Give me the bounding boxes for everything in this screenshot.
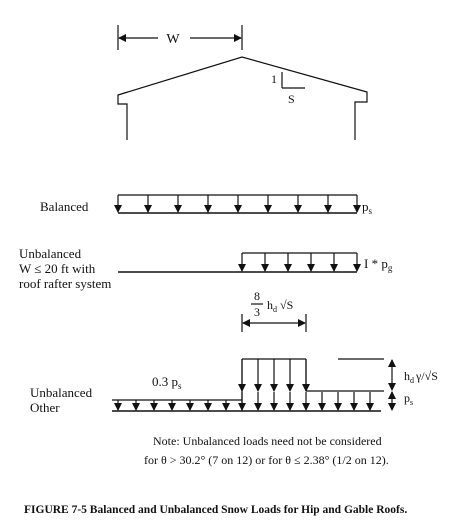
unbalanced-small-label-line3: roof rafter system [19, 276, 112, 291]
slope-run-label: S [288, 92, 295, 106]
unbalanced-other-label-line2: Other [30, 400, 60, 415]
dim-numerator: 8 [254, 289, 260, 303]
width-label: W [166, 32, 180, 47]
low-load-label: 0.3 $p_s$ [152, 374, 182, 391]
unbalanced-small-label-line1: Unbalanced [19, 246, 82, 261]
balanced-load-label: $p_s$ [362, 199, 373, 216]
unbalanced-small-section [19, 246, 393, 291]
balanced-load-arrows [118, 195, 357, 212]
slope-rise-label: 1 [271, 72, 277, 86]
unbalanced-small-arrows [242, 253, 357, 271]
unbalanced-other-label-line1: Unbalanced [30, 385, 93, 400]
dim-denominator: 3 [254, 305, 260, 319]
unbalanced-other-section [30, 289, 438, 415]
low-load-arrows [118, 400, 226, 410]
note-line1: Note: Unbalanced loads need not be considered [153, 434, 382, 448]
surcharge-label: $h_d$ γ/√S [404, 369, 438, 385]
base-load-arrows [242, 392, 370, 410]
dim-expression: $h_d$ √S [267, 298, 294, 314]
roof-section [118, 25, 367, 140]
unbalanced-small-load-label: I * $p_g$ [364, 256, 393, 273]
roof-outline [118, 57, 367, 140]
surcharge-arrows [242, 359, 306, 391]
base-load-label: $p_s$ [404, 391, 414, 407]
unbalanced-small-label-line2: W ≤ 20 ft with [19, 261, 96, 276]
balanced-load-section [40, 195, 373, 216]
note-line2: for θ > 30.2° (7 on 12) or for θ ≤ 2.38° (1/2 on 12). [144, 453, 389, 467]
balanced-label: Balanced [40, 199, 89, 214]
figure-caption: FIGURE 7-5 Balanced and Unbalanced Snow Loads for Hip and Gable Roofs. [24, 504, 408, 516]
